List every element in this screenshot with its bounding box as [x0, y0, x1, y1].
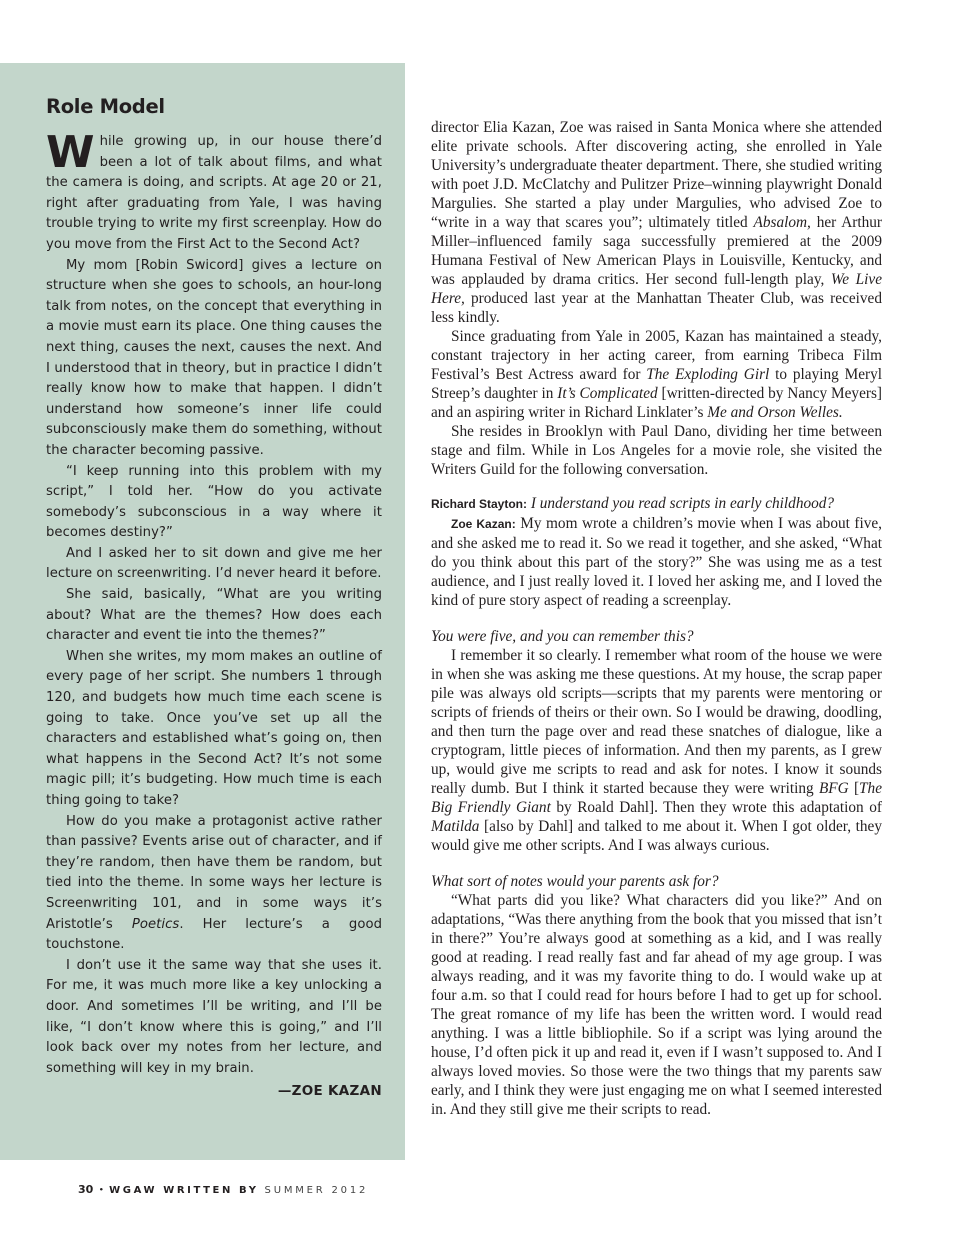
question: You were five, and you can remember this? — [431, 628, 694, 645]
sidebar-paragraph: While growing up, in our house there’d been a lot of talk about films, and what the camera is doing, and scripts. At age 20 or 21, right after graduating from Yale, I was having trouble trying to write my first screenplay. How do you move from the First Act to the Second Act? — [46, 127, 382, 252]
answer: Zoe Kazan: My mom wrote a children’s movie when I was about five, and she asked me to read it. So we read it together, and she asked, “What do you think about this part of the story?” She was using me as a test audience, and I just really loved it. I loved her asking me, and I loved the kind of pure story aspect of reading a screenplay. — [431, 515, 882, 609]
sidebar-paragraph: She said, basically, “What are you writing about? What are the themes? How does each character and event tie into the themes?” — [46, 587, 382, 644]
page-number: 30 — [78, 1183, 94, 1196]
question: Richard Stayton: I understand you read scripts in early childhood? — [431, 495, 835, 512]
intro-paragraph: Since graduating from Yale in 2005, Kazan has maintained a steady, constant trajectory in her acting career, from earning Tribeca Film Festival’s Best Actress award for The Exploding Girl to playing Meryl Streep’s daughter in It’s Complicated [written-directed by Nancy Meyers] and an aspiring writer in Richard Linklater’s Me and Orson Welles. — [431, 328, 883, 421]
drop-cap: W — [46, 127, 95, 178]
role-model-sidebar — [0, 63, 405, 1160]
publication-name: WGAW WRITTEN BY — [109, 1185, 259, 1196]
sidebar-paragraph: When she writes, my mom makes an outline of every page of her script. She numbers 1 through 120, and budgets how much time each scene is going to take. Once you’ve set up all the characters and established what’s going on, then what happens in the Second Act? It’s not some magic pill; it’s budgeting. How much time is each thing going to take? — [46, 648, 382, 808]
sidebar-paragraph: I don’t use it the same way that she uses it. For me, it was much more like a key unlocking a door. And sometimes I’ll be writing, and I’ll be like, “I don’t know where this is going,” and I’ll look back over my notes from her lecture, and something will key in my brain. — [46, 957, 382, 1076]
sidebar-paragraph: And I asked her to sit down and give me her lecture on screenwriting. I’d never heard it before. — [46, 545, 382, 582]
intro-paragraph: She resides in Brooklyn with Paul Dano, dividing her time between stage and film. While in Los Angeles for a movie role, she visited the Writers Guild for the following conversation. — [431, 423, 882, 478]
footer-bullet: • — [99, 1184, 104, 1196]
page-footer — [78, 1183, 368, 1196]
answer: “What parts did you like? What characters did you like?” And on adaptations, “Was there anything from the book that you missed that isn’t in there?” You’re always good at something as a kid, and I was really good at reading. I read really fast and far ahead of my age group. I was always reading, and it was my favorite thing to do. I would wake up at four a.m. so that I could read for hours before I had to get up for school. The great romance of my life has been the written word. I would read anything. I was a little bibliophile. So if a script was lying around the house, I’d often pick it up and read it, even if I wasn’t supposed to. And I always loved movies. So those were the two things that my parents saw early, and I think they were just engaging me on what I seemed interested in. And they still give me their scripts to read. — [431, 892, 882, 1118]
sidebar-paragraph: “I keep running into this problem with my script,” I told her. “How do you activate somebody’s subconscious in a way where it becomes destiny?” — [46, 463, 382, 541]
article-column — [431, 118, 882, 1119]
sidebar-signoff: —ZOE KAZAN — [277, 1083, 382, 1100]
sidebar-paragraph: My mom [Robin Swicord] gives a lecture on structure when she goes to schools, an hour-long talk from notes, on the concept that everything in a movie must earn its place. One thing causes the next thing, causes the next, causes the next. And I understood that in theory, but in practice I didn’t really know how to make that happen. I didn’t understand how someone’s inner life could subconsciously make them do something, without the character becoming passive. — [46, 257, 382, 458]
interviewer-name: Richard Stayton: — [431, 497, 528, 511]
question: What sort of notes would your parents ask for? — [431, 873, 719, 890]
interviewee-name: Zoe Kazan: — [451, 517, 516, 531]
intro-paragraph: director Elia Kazan, Zoe was raised in Santa Monica where she attended elite private schools. After discovering acting, she enrolled in Yale University’s undergraduate theater department. There, she studied writing with poet J.D. McClatchy and Pulitzer Prize–winning playwright Donald Margulies. She started a play under Margulies, who advised Zoe to “write in a way that scares you”; ultimately titled Absalom, her Arthur Miller–influenced family saga successfully premiered at the 2009 Humana Festival of New American Plays in Louisville, Kentucky, and was applauded by drama critics. Her second full-length play, We Live Here, produced last year at the Manhattan Theater Club, was received less kindly. — [431, 119, 882, 326]
sidebar-title: Role Model — [46, 95, 165, 118]
answer: I remember it so clearly. I remember what room of the house we were in when she was asking me these questions. At my house, the scrap paper pile was always old scripts—scripts that my parents were mentoring or scripts of friends of theirs or their own. So I would be drawing, doodling, and then turn the page over and read these snatches of dialogue, like a cryptogram, little pieces of information. And then my parents, as I grew up, would give me scripts to read and ask for notes. I know it sounds really dumb. But I think it started because they were writing BFG [The Big Friendly Giant by Roald Dahl]. Then they wrote this adaptation of Matilda [also by Dahl] and talked to me about it. When I got older, they would give me other scripts. And I was always curious. — [431, 647, 882, 854]
sidebar-paragraph: How do you make a protagonist active rather than passive? Events arise out of character, and if they’re random, then have them be random, but tied into the theme. In some ways her lecture is Screenwriting 101, and in some ways it’s Aristotle’s Poetics. Her lecture’s a good touchstone. — [46, 813, 382, 953]
sidebar-body — [46, 127, 382, 1102]
poetics-title: Poetics — [131, 916, 180, 932]
issue-date: SUMMER 2012 — [264, 1185, 369, 1196]
